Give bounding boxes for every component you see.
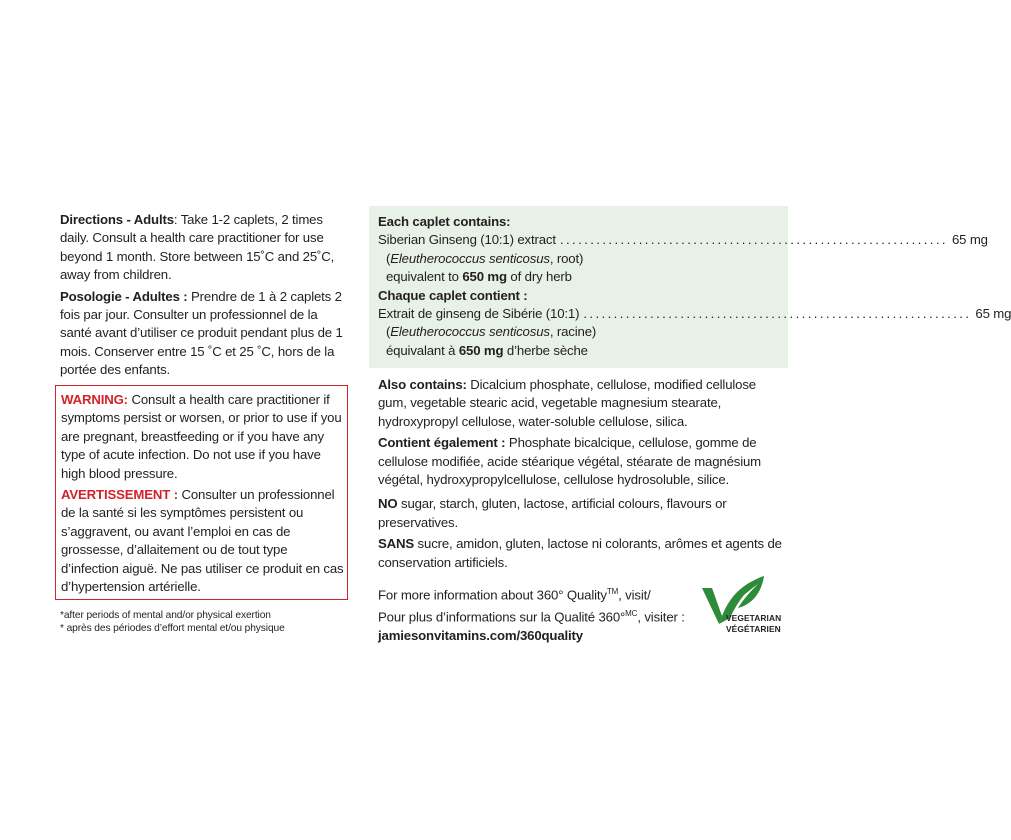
ingredient-en-equivalent xyxy=(378,268,776,286)
vegetarian-fr: VÉGÉTARIEN xyxy=(726,623,781,634)
warning-en xyxy=(61,391,347,483)
dot-leader: ................................................................ xyxy=(583,306,972,322)
free-from-fr xyxy=(378,535,788,572)
ingredient-en-source: (Eleutherococcus senticosus, root) xyxy=(386,250,584,266)
warning-fr-heading: AVERTISSEMENT : xyxy=(61,487,178,503)
vegetarian-label xyxy=(726,613,781,634)
info-fr-post: , visiter : xyxy=(637,609,685,625)
free-from-fr-text: sucre, amidon, gluten, lactose ni colorants, arômes et agents de conservation artificiels. xyxy=(378,536,782,570)
ingredient-row-en xyxy=(378,231,988,249)
plant-part-en: , root) xyxy=(549,250,584,266)
warning-fr xyxy=(61,486,347,596)
contains-en-heading-text: Each caplet contains: xyxy=(378,214,511,229)
directions-fr-text: Prendre de 1 à 2 caplets 2 fois par jour. Consulter un professionnel de la santé avant d’utiliser ce produit pendant plus de 1 mois. Conserver entre 15 ˚C et 25 ˚C, hors de la portée des enfants. xyxy=(60,288,343,378)
warning-fr-text: Consulter un professionnel de la santé si les symptômes persistent ou s’aggravent, ou avant l’emploi en cas de grossesse, d’allaitement ou de tout type d’infection aiguë. Ne pas utiliser ce produit en cas d’hypertension artérielle. xyxy=(61,487,344,595)
directions-fr xyxy=(60,288,350,380)
directions-en xyxy=(60,211,350,285)
free-from-fr-heading: SANS xyxy=(378,536,415,552)
free-from-en-heading: NO xyxy=(378,496,398,512)
directions-section xyxy=(60,211,350,380)
ingredient-fr-amount: 65 mg xyxy=(975,306,1011,322)
contains-fr-heading-text: Chaque caplet contient : xyxy=(378,287,528,303)
equiv-en-post: of dry herb xyxy=(506,269,572,285)
also-contains-en-text: Dicalcium phosphate, cellulose, modified cellulose gum, vegetable stearic acid, vegetable magnesium stearate, hydroxypropyl cellulose, water-soluble cellulose, silica. xyxy=(378,377,756,429)
trademark-en: TM xyxy=(606,587,619,597)
warning-en-heading: WARNING: xyxy=(61,392,128,407)
ingredient-row-fr xyxy=(378,305,1011,323)
also-contains-fr-heading: Contient également : xyxy=(378,435,506,451)
medicinal-ingredients xyxy=(378,213,1011,360)
info-fr-pre: Pour plus d’informations sur la Qualité 360° xyxy=(378,609,626,625)
vegetarian-badge xyxy=(700,574,782,642)
footnote-fr: * après des périodes d’effort mental et/ou physique xyxy=(60,623,285,634)
latin-name-fr: Eleutherococcus senticosus xyxy=(390,324,550,340)
also-contains-fr-text: Phosphate bicalcique, cellulose, gomme de cellulose modifiée, acide stéarique végétal, stéarate de magnésium végétal, hydroxypropylcellulose, cellulose hydrosoluble, silice. xyxy=(378,435,762,488)
free-from-en-text: sugar, starch, gluten, lactose, artificial colours, flavours or preservatives. xyxy=(378,496,727,530)
website-url: jamiesonvitamins.com/360quality xyxy=(378,627,583,643)
latin-name-en: Eleutherococcus senticosus xyxy=(390,250,550,266)
directions-en-text: : Take 1-2 caplets, 2 times daily. Consult a health care practitioner for use beyond 1 month. Store between 15˚C and 25˚C, away from children. xyxy=(60,212,335,283)
trademark-fr: MC xyxy=(625,608,638,618)
directions-en-heading: Directions - Adults xyxy=(60,212,174,227)
contains-fr-heading xyxy=(378,287,776,305)
footnotes xyxy=(60,609,360,635)
info-en-pre: For more information about 360° Quality xyxy=(378,587,607,603)
equiv-fr-pre: équivalant à xyxy=(386,342,459,358)
ingredient-fr-name: Extrait de ginseng de Sibérie (10:1) xyxy=(378,306,580,322)
footnote-en: *after periods of mental and/or physical exertion xyxy=(60,610,271,621)
ingredient-en-name: Siberian Ginseng (10:1) extract xyxy=(378,232,556,248)
free-from-en xyxy=(378,495,788,532)
contains-en-heading xyxy=(378,213,776,231)
plant-part-fr: , racine) xyxy=(549,324,597,340)
directions-fr-heading: Posologie - Adultes : xyxy=(60,288,188,304)
info-en-post: , visit/ xyxy=(618,587,651,603)
ingredient-en-amount: 65 mg xyxy=(951,232,988,248)
also-contains-fr xyxy=(378,434,788,489)
equiv-en-pre: equivalent to xyxy=(386,269,463,285)
equiv-fr-amount: 650 mg xyxy=(458,342,504,358)
also-contains-en xyxy=(378,376,788,431)
vegetarian-en: VEGETARIAN xyxy=(726,613,782,623)
ingredient-fr-source: (Eleutherococcus senticosus, racine) xyxy=(386,324,597,340)
ingredient-fr-equivalent xyxy=(378,342,776,360)
also-contains-en-heading: Also contains: xyxy=(378,377,467,392)
equiv-en-amount: 650 mg xyxy=(462,269,507,285)
equiv-fr-post: d’herbe sèche xyxy=(503,342,588,358)
warning-box xyxy=(55,385,348,600)
warning-en-text: Consult a health care practitioner if symptoms persist or worsen, or prior to use if you are pregnant, breastfeeding or if you have any type of acute infection. Do not use if you have high blood pressure. xyxy=(61,392,342,481)
dot-leader: ................................................................ xyxy=(559,232,948,248)
